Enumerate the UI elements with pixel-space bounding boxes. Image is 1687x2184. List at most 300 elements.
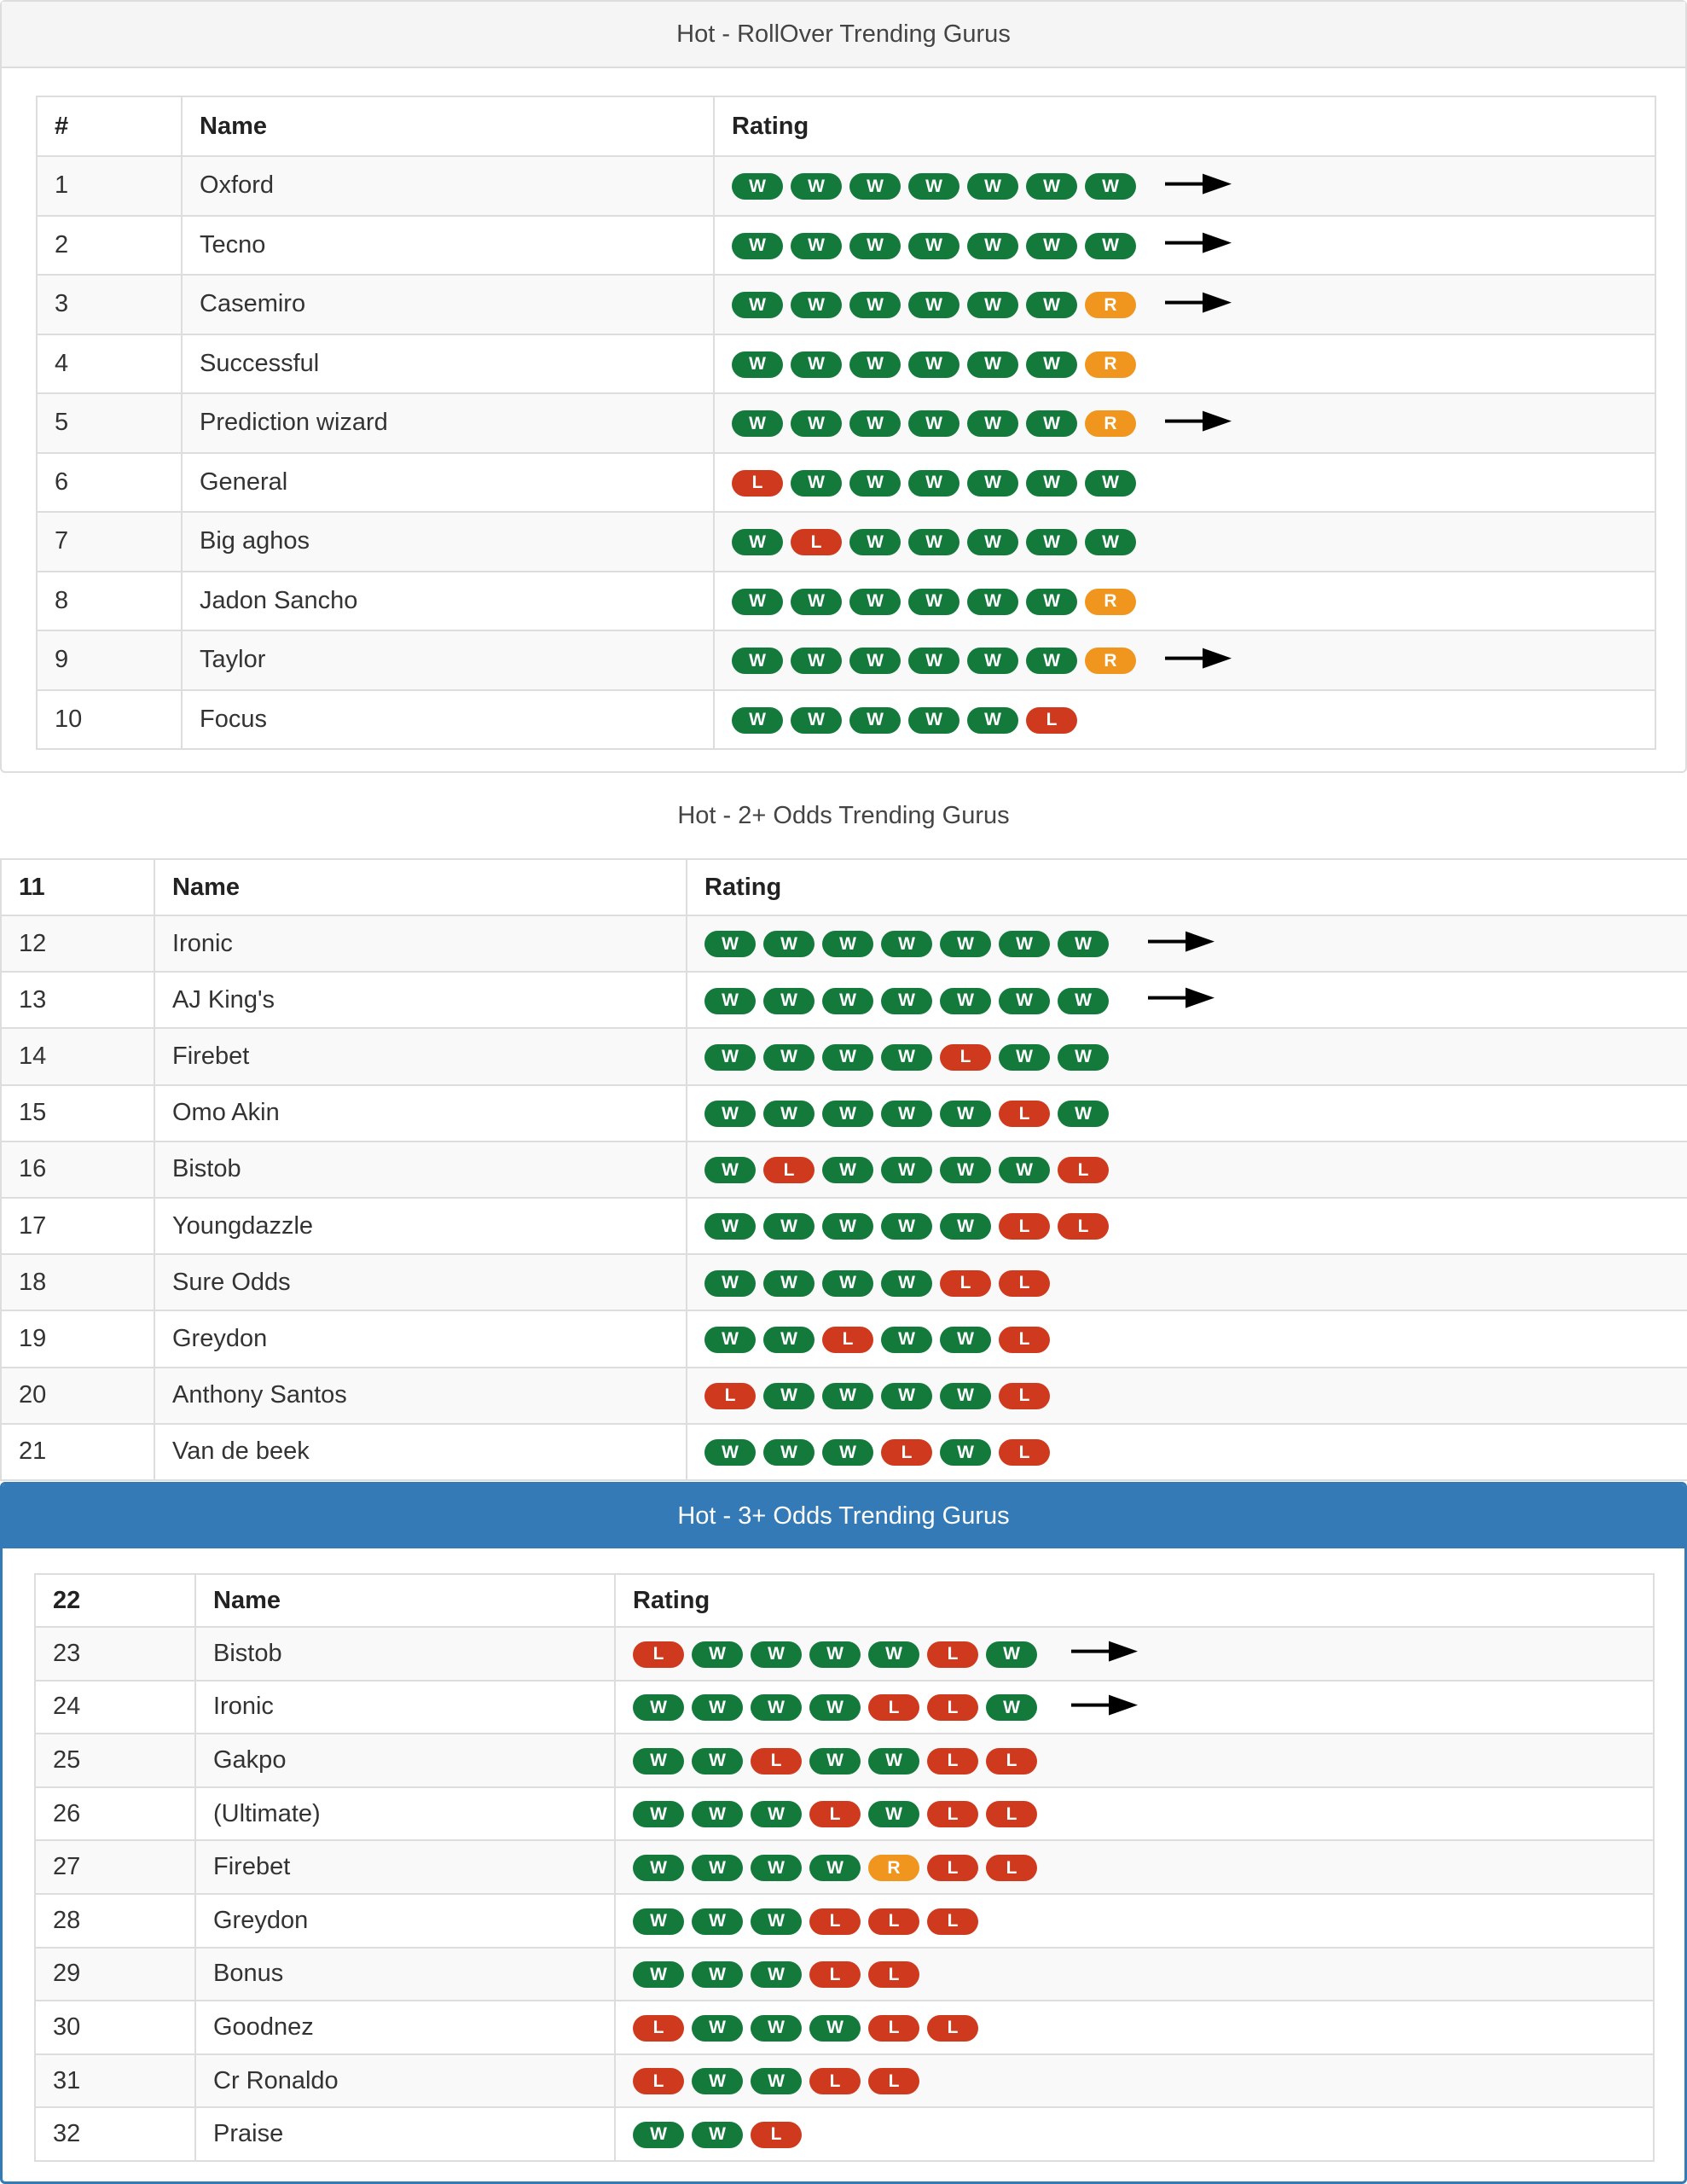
table-row[interactable] <box>1 1254 1687 1310</box>
rating-cell <box>615 1734 1654 1787</box>
result-badge: L <box>868 2068 919 2094</box>
result-badge: W <box>822 1044 873 1071</box>
result-badge: W <box>986 1641 1037 1668</box>
result-badge: W <box>751 1801 802 1827</box>
table-row[interactable] <box>35 2054 1654 2108</box>
result-badge: L <box>999 1439 1050 1466</box>
result-badge: W <box>849 648 901 674</box>
result-badge: W <box>791 173 842 200</box>
result-badge: L <box>927 1801 978 1827</box>
header-name: Name <box>154 859 687 915</box>
result-badge: L <box>633 2068 684 2094</box>
result-badge: L <box>927 1748 978 1774</box>
row-number: 2 <box>37 216 182 276</box>
result-badge: W <box>704 988 756 1014</box>
table-row[interactable] <box>35 1787 1654 1841</box>
row-number: 9 <box>37 630 182 690</box>
result-badge: W <box>1058 1101 1109 1127</box>
result-badge: W <box>1058 1044 1109 1071</box>
guru-name[interactable]: Gakpo <box>195 1734 615 1787</box>
result-badge: W <box>704 1044 756 1071</box>
odds2-section-title: Hot - 2+ Odds Trending Gurus <box>677 801 1010 829</box>
result-badge: W <box>791 292 842 318</box>
result-badge: L <box>751 1748 802 1774</box>
result-badge: W <box>732 707 783 734</box>
result-badge: W <box>967 292 1018 318</box>
guru-name[interactable]: Prediction wizard <box>182 393 714 453</box>
arrow-right-icon <box>1165 173 1232 194</box>
result-badge: W <box>1085 173 1136 200</box>
result-badge: W <box>822 1213 873 1240</box>
row-number: 8 <box>37 572 182 631</box>
result-badge: W <box>908 707 959 734</box>
result-badge: W <box>940 931 991 957</box>
result-badge: W <box>791 351 842 378</box>
result-badge: W <box>822 1101 873 1127</box>
table-row[interactable] <box>35 1681 1654 1734</box>
guru-name[interactable]: Goodnez <box>195 2001 615 2054</box>
result-badge: W <box>881 1157 932 1183</box>
table-header-row <box>37 96 1655 156</box>
table-row[interactable] <box>35 2107 1654 2161</box>
guru-name[interactable]: Bistob <box>154 1141 687 1198</box>
result-badge: W <box>704 1439 756 1466</box>
result-badge: W <box>763 1439 815 1466</box>
table-row[interactable] <box>35 1840 1654 1894</box>
guru-name[interactable]: Tecno <box>182 216 714 276</box>
rating-cell <box>714 630 1655 690</box>
rating-cell <box>687 1028 1687 1084</box>
result-badge: W <box>809 1641 861 1668</box>
guru-name[interactable]: Youngdazzle <box>154 1198 687 1254</box>
result-badge: W <box>881 1101 932 1127</box>
header-rating: Rating <box>714 96 1655 156</box>
header-name: Name <box>182 96 714 156</box>
table-row[interactable] <box>1 1141 1687 1198</box>
row-number: 18 <box>1 1254 154 1310</box>
table-row[interactable] <box>1 915 1687 972</box>
row-number: 15 <box>1 1085 154 1141</box>
result-badge: W <box>908 648 959 674</box>
result-badge: W <box>822 931 873 957</box>
result-badge: W <box>692 1801 743 1827</box>
row-number: 27 <box>35 1840 195 1894</box>
row-number: 10 <box>37 690 182 750</box>
table-row[interactable] <box>1 1085 1687 1141</box>
result-badge: L <box>999 1213 1050 1240</box>
rating-cell <box>714 690 1655 750</box>
arrow-right-icon <box>1165 233 1232 253</box>
result-badge: W <box>868 1748 919 1774</box>
result-badge: W <box>967 648 1018 674</box>
result-badge: W <box>791 707 842 734</box>
result-badge: W <box>849 173 901 200</box>
table-row[interactable] <box>1 1310 1687 1367</box>
result-badge: W <box>791 410 842 437</box>
table-row[interactable] <box>35 2001 1654 2054</box>
result-badge: W <box>940 988 991 1014</box>
row-number: 25 <box>35 1734 195 1787</box>
header-rating: Rating <box>615 1574 1654 1627</box>
result-badge: W <box>809 1694 861 1721</box>
result-badge: W <box>763 931 815 957</box>
result-badge: W <box>732 233 783 259</box>
table-row[interactable] <box>1 1198 1687 1254</box>
result-badge: W <box>692 1908 743 1935</box>
guru-name[interactable]: Bistob <box>195 1627 615 1681</box>
result-badge: L <box>986 1748 1037 1774</box>
result-badge: W <box>763 988 815 1014</box>
row-number: 32 <box>35 2107 195 2161</box>
guru-name[interactable]: Big aghos <box>182 512 714 572</box>
result-badge: W <box>967 589 1018 615</box>
result-badge: W <box>1026 410 1077 437</box>
rating-cell <box>687 1085 1687 1141</box>
rating-cell <box>714 216 1655 276</box>
row-number: 29 <box>35 1948 195 2001</box>
table-row[interactable] <box>37 156 1655 216</box>
result-badge: W <box>692 2068 743 2094</box>
result-badge: W <box>763 1383 815 1409</box>
table-row[interactable] <box>37 275 1655 334</box>
result-badge: W <box>868 1641 919 1668</box>
guru-name[interactable]: Jadon Sancho <box>182 572 714 631</box>
result-badge: L <box>822 1327 873 1353</box>
result-badge: W <box>999 1044 1050 1071</box>
result-badge: W <box>1026 173 1077 200</box>
table-row[interactable] <box>37 690 1655 750</box>
result-badge: W <box>986 1694 1037 1721</box>
row-number: 24 <box>35 1681 195 1734</box>
result-badge: W <box>704 1327 756 1353</box>
result-badge: W <box>732 292 783 318</box>
result-badge: W <box>908 470 959 497</box>
guru-name[interactable]: Greydon <box>195 1894 615 1948</box>
result-badge: W <box>732 589 783 615</box>
row-number: 14 <box>1 1028 154 1084</box>
result-badge: R <box>1085 292 1136 318</box>
result-badge: W <box>967 470 1018 497</box>
result-badge: W <box>692 2122 743 2148</box>
guru-name[interactable]: Taylor <box>182 630 714 690</box>
table-row[interactable] <box>37 630 1655 690</box>
row-number: 13 <box>1 972 154 1028</box>
result-badge: L <box>986 1801 1037 1827</box>
row-number: 20 <box>1 1368 154 1424</box>
guru-name[interactable]: Omo Akin <box>154 1085 687 1141</box>
row-number: 21 <box>1 1424 154 1480</box>
result-badge: R <box>1085 410 1136 437</box>
result-badge: W <box>967 233 1018 259</box>
result-badge: W <box>822 1383 873 1409</box>
rating-cell <box>687 1424 1687 1480</box>
result-badge: W <box>692 1855 743 1881</box>
guru-name[interactable]: Successful <box>182 334 714 394</box>
result-badge: W <box>908 233 959 259</box>
guru-name[interactable]: Firebet <box>154 1028 687 1084</box>
guru-name[interactable]: Focus <box>182 690 714 750</box>
result-badge: L <box>927 1855 978 1881</box>
table-row[interactable] <box>35 1627 1654 1681</box>
arrow-right-icon <box>1148 932 1215 952</box>
result-badge: W <box>940 1157 991 1183</box>
result-badge: L <box>999 1270 1050 1297</box>
result-badge: W <box>849 233 901 259</box>
rating-cell <box>615 2107 1654 2161</box>
rating-cell <box>714 275 1655 334</box>
result-badge: W <box>704 1270 756 1297</box>
result-badge: W <box>1026 529 1077 555</box>
result-badge: W <box>908 173 959 200</box>
result-badge: W <box>692 1694 743 1721</box>
result-badge: W <box>967 351 1018 378</box>
result-badge: W <box>849 707 901 734</box>
result-badge: W <box>751 1694 802 1721</box>
row-number: 31 <box>35 2054 195 2108</box>
result-badge: W <box>1026 470 1077 497</box>
rating-cell <box>687 1198 1687 1254</box>
result-badge: W <box>881 1270 932 1297</box>
result-badge: W <box>692 1961 743 1988</box>
row-number: 5 <box>37 393 182 453</box>
result-badge: R <box>1085 351 1136 378</box>
rollover-panel-title: Hot - RollOver Trending Gurus <box>2 2 1685 68</box>
result-badge: W <box>704 931 756 957</box>
rating-cell <box>687 1368 1687 1424</box>
result-badge: W <box>633 1694 684 1721</box>
result-badge: W <box>751 1855 802 1881</box>
table-row[interactable] <box>37 453 1655 513</box>
result-badge: W <box>763 1327 815 1353</box>
result-badge: R <box>1085 589 1136 615</box>
guru-name[interactable]: (Ultimate) <box>195 1787 615 1841</box>
odds3-table <box>34 1573 1655 2162</box>
result-badge: W <box>849 410 901 437</box>
result-badge: W <box>1085 529 1136 555</box>
result-badge: L <box>927 2015 978 2042</box>
result-badge: W <box>940 1213 991 1240</box>
rating-cell <box>714 512 1655 572</box>
result-badge: W <box>967 410 1018 437</box>
result-badge: W <box>791 589 842 615</box>
rating-cell <box>687 915 1687 972</box>
result-badge: W <box>881 988 932 1014</box>
result-badge: L <box>999 1383 1050 1409</box>
result-badge: W <box>1026 648 1077 674</box>
rating-cell <box>714 453 1655 513</box>
result-badge: L <box>809 1961 861 1988</box>
table-row[interactable] <box>1 1028 1687 1084</box>
result-badge: W <box>791 233 842 259</box>
result-badge: W <box>849 470 901 497</box>
row-number: 17 <box>1 1198 154 1254</box>
result-badge: W <box>881 1044 932 1071</box>
arrow-right-icon <box>1148 988 1215 1008</box>
guru-name[interactable]: Ironic <box>154 915 687 972</box>
result-badge: W <box>908 589 959 615</box>
result-badge: W <box>940 1383 991 1409</box>
result-badge: W <box>633 1961 684 1988</box>
guru-name[interactable]: Firebet <box>195 1840 615 1894</box>
guru-name[interactable]: AJ King's <box>154 972 687 1028</box>
result-badge: W <box>809 1855 861 1881</box>
result-badge: W <box>1026 351 1077 378</box>
rating-cell <box>687 1310 1687 1367</box>
result-badge: W <box>1085 233 1136 259</box>
result-badge: W <box>822 1270 873 1297</box>
row-number: 16 <box>1 1141 154 1198</box>
result-badge: W <box>849 292 901 318</box>
result-badge: W <box>908 292 959 318</box>
result-badge: W <box>633 2122 684 2148</box>
result-badge: W <box>732 351 783 378</box>
result-badge: W <box>967 529 1018 555</box>
row-number: 23 <box>35 1627 195 1681</box>
result-badge: L <box>704 1383 756 1409</box>
result-badge: W <box>763 1101 815 1127</box>
result-badge: W <box>999 1157 1050 1183</box>
rating-cell <box>615 1787 1654 1841</box>
result-badge: W <box>881 1383 932 1409</box>
result-badge: W <box>809 2015 861 2042</box>
result-badge: W <box>822 988 873 1014</box>
result-badge: W <box>633 1801 684 1827</box>
result-badge: W <box>940 1327 991 1353</box>
result-badge: W <box>1026 233 1077 259</box>
guru-name[interactable]: Greydon <box>154 1310 687 1367</box>
table-row[interactable] <box>35 1734 1654 1787</box>
result-badge: W <box>751 2015 802 2042</box>
result-badge: W <box>791 648 842 674</box>
result-badge: L <box>999 1101 1050 1127</box>
row-number: 26 <box>35 1787 195 1841</box>
result-badge: W <box>751 1908 802 1935</box>
result-badge: L <box>763 1157 815 1183</box>
header-number: 11 <box>1 859 154 915</box>
table-row[interactable] <box>35 1894 1654 1948</box>
result-badge: L <box>868 1908 919 1935</box>
result-badge: L <box>868 2015 919 2042</box>
result-badge: W <box>732 173 783 200</box>
result-badge: W <box>751 1641 802 1668</box>
rating-cell <box>615 1627 1654 1681</box>
result-badge: L <box>927 1694 978 1721</box>
guru-name[interactable]: General <box>182 453 714 513</box>
result-badge: W <box>849 351 901 378</box>
arrow-right-icon <box>1165 292 1232 312</box>
result-badge: W <box>763 1270 815 1297</box>
table-row[interactable] <box>1 1368 1687 1424</box>
header-number: 22 <box>35 1574 195 1627</box>
guru-name[interactable]: Bonus <box>195 1948 615 2001</box>
arrow-right-icon <box>1071 1641 1138 1662</box>
result-badge: W <box>704 1213 756 1240</box>
rollover-table <box>36 96 1656 750</box>
result-badge: W <box>751 1961 802 1988</box>
header-rating: Rating <box>687 859 1687 915</box>
result-badge: L <box>927 1908 978 1935</box>
result-badge: L <box>940 1044 991 1071</box>
result-badge: W <box>1085 470 1136 497</box>
table-row[interactable] <box>37 216 1655 276</box>
row-number: 7 <box>37 512 182 572</box>
rating-cell <box>714 156 1655 216</box>
result-badge: W <box>633 1908 684 1935</box>
result-badge: W <box>881 1213 932 1240</box>
guru-name[interactable]: Cr Ronaldo <box>195 2054 615 2108</box>
result-badge: W <box>908 529 959 555</box>
result-badge: W <box>692 1641 743 1668</box>
result-badge: L <box>986 1855 1037 1881</box>
result-badge: W <box>881 931 932 957</box>
rating-cell <box>687 1254 1687 1310</box>
result-badge: W <box>1058 988 1109 1014</box>
rating-cell <box>615 1894 1654 1948</box>
result-badge: L <box>732 470 783 497</box>
rating-cell <box>714 572 1655 631</box>
guru-name[interactable]: Ironic <box>195 1681 615 1734</box>
result-badge: L <box>1058 1213 1109 1240</box>
result-badge: W <box>1026 292 1077 318</box>
result-badge: W <box>940 1101 991 1127</box>
result-badge: L <box>809 2068 861 2094</box>
row-number: 3 <box>37 275 182 334</box>
result-badge: W <box>704 1101 756 1127</box>
rollover-panel <box>0 0 1687 773</box>
result-badge: W <box>633 1855 684 1881</box>
table-row[interactable] <box>1 972 1687 1028</box>
result-badge: L <box>809 1801 861 1827</box>
row-number: 19 <box>1 1310 154 1367</box>
guru-name[interactable]: Oxford <box>182 156 714 216</box>
result-badge: W <box>940 1439 991 1466</box>
result-badge: W <box>732 529 783 555</box>
rating-cell <box>615 1948 1654 2001</box>
odds3-panel <box>0 1482 1687 2184</box>
rating-cell <box>615 2001 1654 2054</box>
result-badge: L <box>999 1327 1050 1353</box>
result-badge: R <box>868 1855 919 1881</box>
table-row[interactable] <box>1 1424 1687 1480</box>
result-badge: W <box>967 173 1018 200</box>
result-badge: W <box>908 410 959 437</box>
guru-name[interactable]: Sure Odds <box>154 1254 687 1310</box>
result-badge: L <box>881 1439 932 1466</box>
row-number: 4 <box>37 334 182 394</box>
rating-cell <box>714 334 1655 394</box>
table-row[interactable] <box>37 334 1655 394</box>
guru-name[interactable]: Casemiro <box>182 275 714 334</box>
result-badge: W <box>868 1801 919 1827</box>
table-row[interactable] <box>37 512 1655 572</box>
table-row[interactable] <box>37 572 1655 631</box>
result-badge: L <box>751 2122 802 2148</box>
arrow-right-icon <box>1165 410 1232 431</box>
rating-cell <box>714 393 1655 453</box>
result-badge: W <box>1058 931 1109 957</box>
result-badge: L <box>791 529 842 555</box>
result-badge: L <box>868 1961 919 1988</box>
guru-name[interactable]: Van de beek <box>154 1424 687 1480</box>
guru-name[interactable]: Praise <box>195 2107 615 2161</box>
result-badge: W <box>849 529 901 555</box>
table-row[interactable] <box>37 393 1655 453</box>
result-badge: W <box>791 470 842 497</box>
guru-name[interactable]: Anthony Santos <box>154 1368 687 1424</box>
table-row[interactable] <box>35 1948 1654 2001</box>
result-badge: W <box>633 1748 684 1774</box>
result-badge: W <box>809 1748 861 1774</box>
